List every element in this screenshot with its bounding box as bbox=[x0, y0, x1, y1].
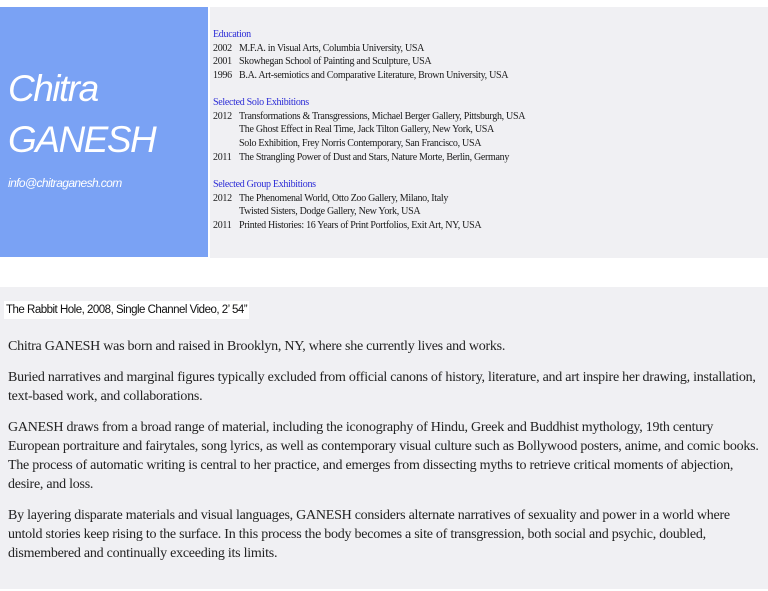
solo-exhibition-item bbox=[213, 137, 525, 151]
email-link[interactable]: info@chitraganesh.com bbox=[8, 176, 122, 190]
solo-exhibition-item bbox=[213, 151, 525, 165]
exhibition-text: The Phenomenal World, Otto Zoo Gallery, Milano, Italy bbox=[239, 192, 449, 204]
artist-header-panel bbox=[0, 7, 208, 257]
education-text: B.A. Art-semiotics and Comparative Literature, Brown University, USA bbox=[239, 70, 509, 82]
solo-exhibitions-section bbox=[213, 96, 525, 165]
education-year: 2001 bbox=[213, 56, 232, 68]
group-exhibitions-heading: Selected Group Exhibitions bbox=[213, 179, 316, 190]
education-year: 2002 bbox=[213, 42, 232, 54]
education-heading: Education bbox=[213, 29, 251, 40]
exhibition-year bbox=[213, 205, 239, 219]
education-year: 1996 bbox=[213, 70, 232, 82]
artist-first-name: Chitra bbox=[8, 68, 98, 109]
exhibition-year bbox=[213, 137, 239, 151]
education-item bbox=[213, 69, 508, 83]
bio-paragraph: GANESH draws from a broad range of material, including the iconography of Hindu, Greek and Buddhist mythology, 19th century European portraiture and fairytales, song lyrics, as well as contemporary visual culture such as Bollywood posters, anime, and comic books. The process of automatic writing is central to her practice, and emerges from dissecting myths to retrieve critical moments of abjection, desire, and loss. bbox=[8, 420, 759, 492]
education-item bbox=[213, 55, 508, 69]
exhibition-year: 2012 bbox=[213, 110, 232, 122]
bio-paragraph: By layering disparate materials and visual languages, GANESH considers alternate narratives of sexuality and power in a world where untold stories keep rising to the surface. In this process the body becomes a site of transgression, both social and psychic, doubled, dismembered and continually exceeding its limits. bbox=[8, 508, 730, 561]
exhibition-year bbox=[213, 123, 239, 137]
solo-exhibition-item bbox=[213, 123, 525, 137]
exhibition-text: The Ghost Effect in Real Time, Jack Tilton Gallery, New York, USA bbox=[239, 124, 494, 136]
exhibition-text: Transformations & Transgressions, Michael Berger Gallery, Pittsburgh, USA bbox=[239, 110, 526, 122]
education-item bbox=[213, 42, 508, 56]
group-exhibitions-section bbox=[213, 178, 481, 233]
education-text: Skowhegan School of Painting and Sculpture, USA bbox=[239, 56, 432, 68]
exhibition-year: 2011 bbox=[213, 220, 232, 232]
video-caption: The Rabbit Hole, 2008, Single Channel Video, 2’ 54” bbox=[4, 301, 249, 319]
cv-panel bbox=[210, 7, 768, 258]
group-exhibition-item bbox=[213, 205, 481, 219]
exhibition-text: Solo Exhibition, Frey Norris Contemporary, San Francisco, USA bbox=[239, 138, 482, 150]
solo-exhibitions-heading: Selected Solo Exhibitions bbox=[213, 97, 309, 108]
exhibition-text: The Strangling Power of Dust and Stars, Nature Morte, Berlin, Germany bbox=[239, 151, 510, 163]
bio-paragraph: Chitra GANESH was born and raised in Brooklyn, NY, where she currently lives and works. bbox=[8, 339, 506, 354]
biography bbox=[8, 337, 764, 575]
exhibition-year: 2012 bbox=[213, 192, 232, 204]
exhibition-year: 2011 bbox=[213, 151, 232, 163]
solo-exhibition-item bbox=[213, 110, 525, 124]
bio-paragraph: Buried narratives and marginal figures typically excluded from official canons of history, literature, and art inspire her drawing, installation, text-based work, and collaborations. bbox=[8, 370, 756, 404]
artist-last-name: GANESH bbox=[8, 119, 156, 160]
group-exhibition-item bbox=[213, 192, 481, 206]
exhibition-text: Printed Histories: 16 Years of Print Portfolios, Exit Art, NY, USA bbox=[239, 220, 482, 232]
bio-panel bbox=[0, 287, 768, 589]
education-text: M.F.A. in Visual Arts, Columbia University, USA bbox=[239, 42, 425, 54]
group-exhibition-item bbox=[213, 219, 481, 233]
exhibition-text: Twisted Sisters, Dodge Gallery, New York, USA bbox=[239, 206, 421, 218]
education-section bbox=[213, 28, 508, 83]
